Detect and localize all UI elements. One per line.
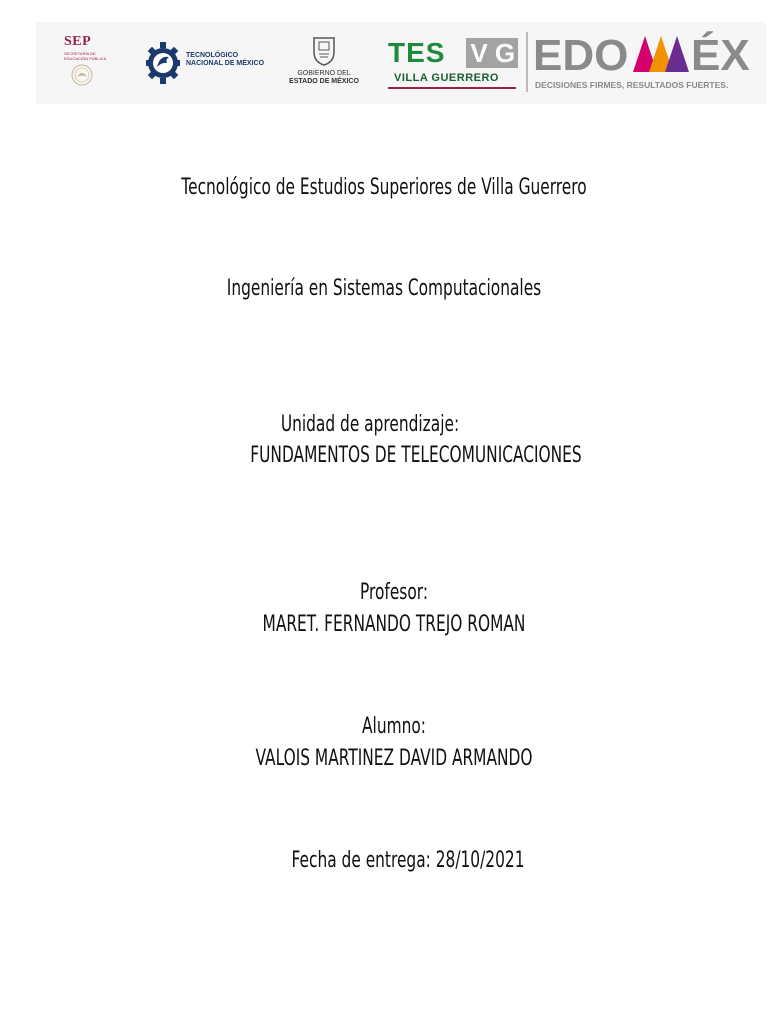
- tesvg-logo: [388, 34, 518, 92]
- institution-name: Tecnológico de Estudios Superiores de Villa Guerrero: [181, 175, 587, 200]
- gobierno-edomex-logo: [274, 36, 394, 96]
- svg-text:EDO: EDO: [533, 31, 629, 76]
- edomex-m-icon: [633, 36, 689, 72]
- professor-value: MARET. FERNANDO TREJO ROMAN: [262, 612, 526, 637]
- unit-label: Unidad de aprendizaje:: [280, 412, 460, 437]
- gobierno-line1: GOBIERNO DEL: [297, 70, 351, 77]
- sep-subtitle: SECRETARÍA DE EDUCACIÓN PÚBLICA: [64, 51, 107, 61]
- edomex-wordmark: [533, 30, 765, 76]
- sep-logo: [64, 34, 107, 94]
- tecnm-line2: NACIONAL DE MÉXICO: [186, 60, 265, 67]
- sep-title: SEP: [64, 34, 92, 49]
- tesvg-subtitle: VILLA GUERRERO: [394, 72, 499, 84]
- logo-divider: [526, 32, 528, 92]
- eagle-seal-icon: [71, 64, 93, 86]
- delivery-date: Fecha de entrega: 28/10/2021: [291, 848, 525, 873]
- gear-eagle-icon: [146, 36, 180, 90]
- svg-text:ÉX: ÉX: [691, 31, 750, 76]
- student-value: VALOIS MARTINEZ DAVID ARMANDO: [255, 746, 533, 771]
- professor-label: Profesor:: [359, 580, 429, 605]
- coat-of-arms-icon: [312, 36, 336, 66]
- career-name: Ingeniería en Sistemas Computacionales: [226, 276, 542, 301]
- logo-header: [36, 22, 766, 104]
- tecnm-logo: [146, 36, 266, 90]
- gobierno-line2: ESTADO DE MÉXICO: [289, 78, 359, 85]
- tesvg-v: V: [466, 38, 492, 68]
- edomex-logo: [533, 30, 765, 96]
- tesvg-underline: [388, 87, 516, 89]
- unit-value: FUNDAMENTOS DE TELECOMUNICACIONES: [250, 443, 582, 468]
- tecnm-name: [186, 52, 264, 68]
- student-label: Alumno:: [362, 714, 426, 739]
- edomex-slogan: DECISIONES FIRMES, RESULTADOS FUERTES.: [535, 80, 729, 90]
- tesvg-g: G: [492, 38, 518, 68]
- tecnm-line1: TECNOLÓGICO: [186, 52, 239, 59]
- tesvg-tes: TES: [388, 37, 446, 68]
